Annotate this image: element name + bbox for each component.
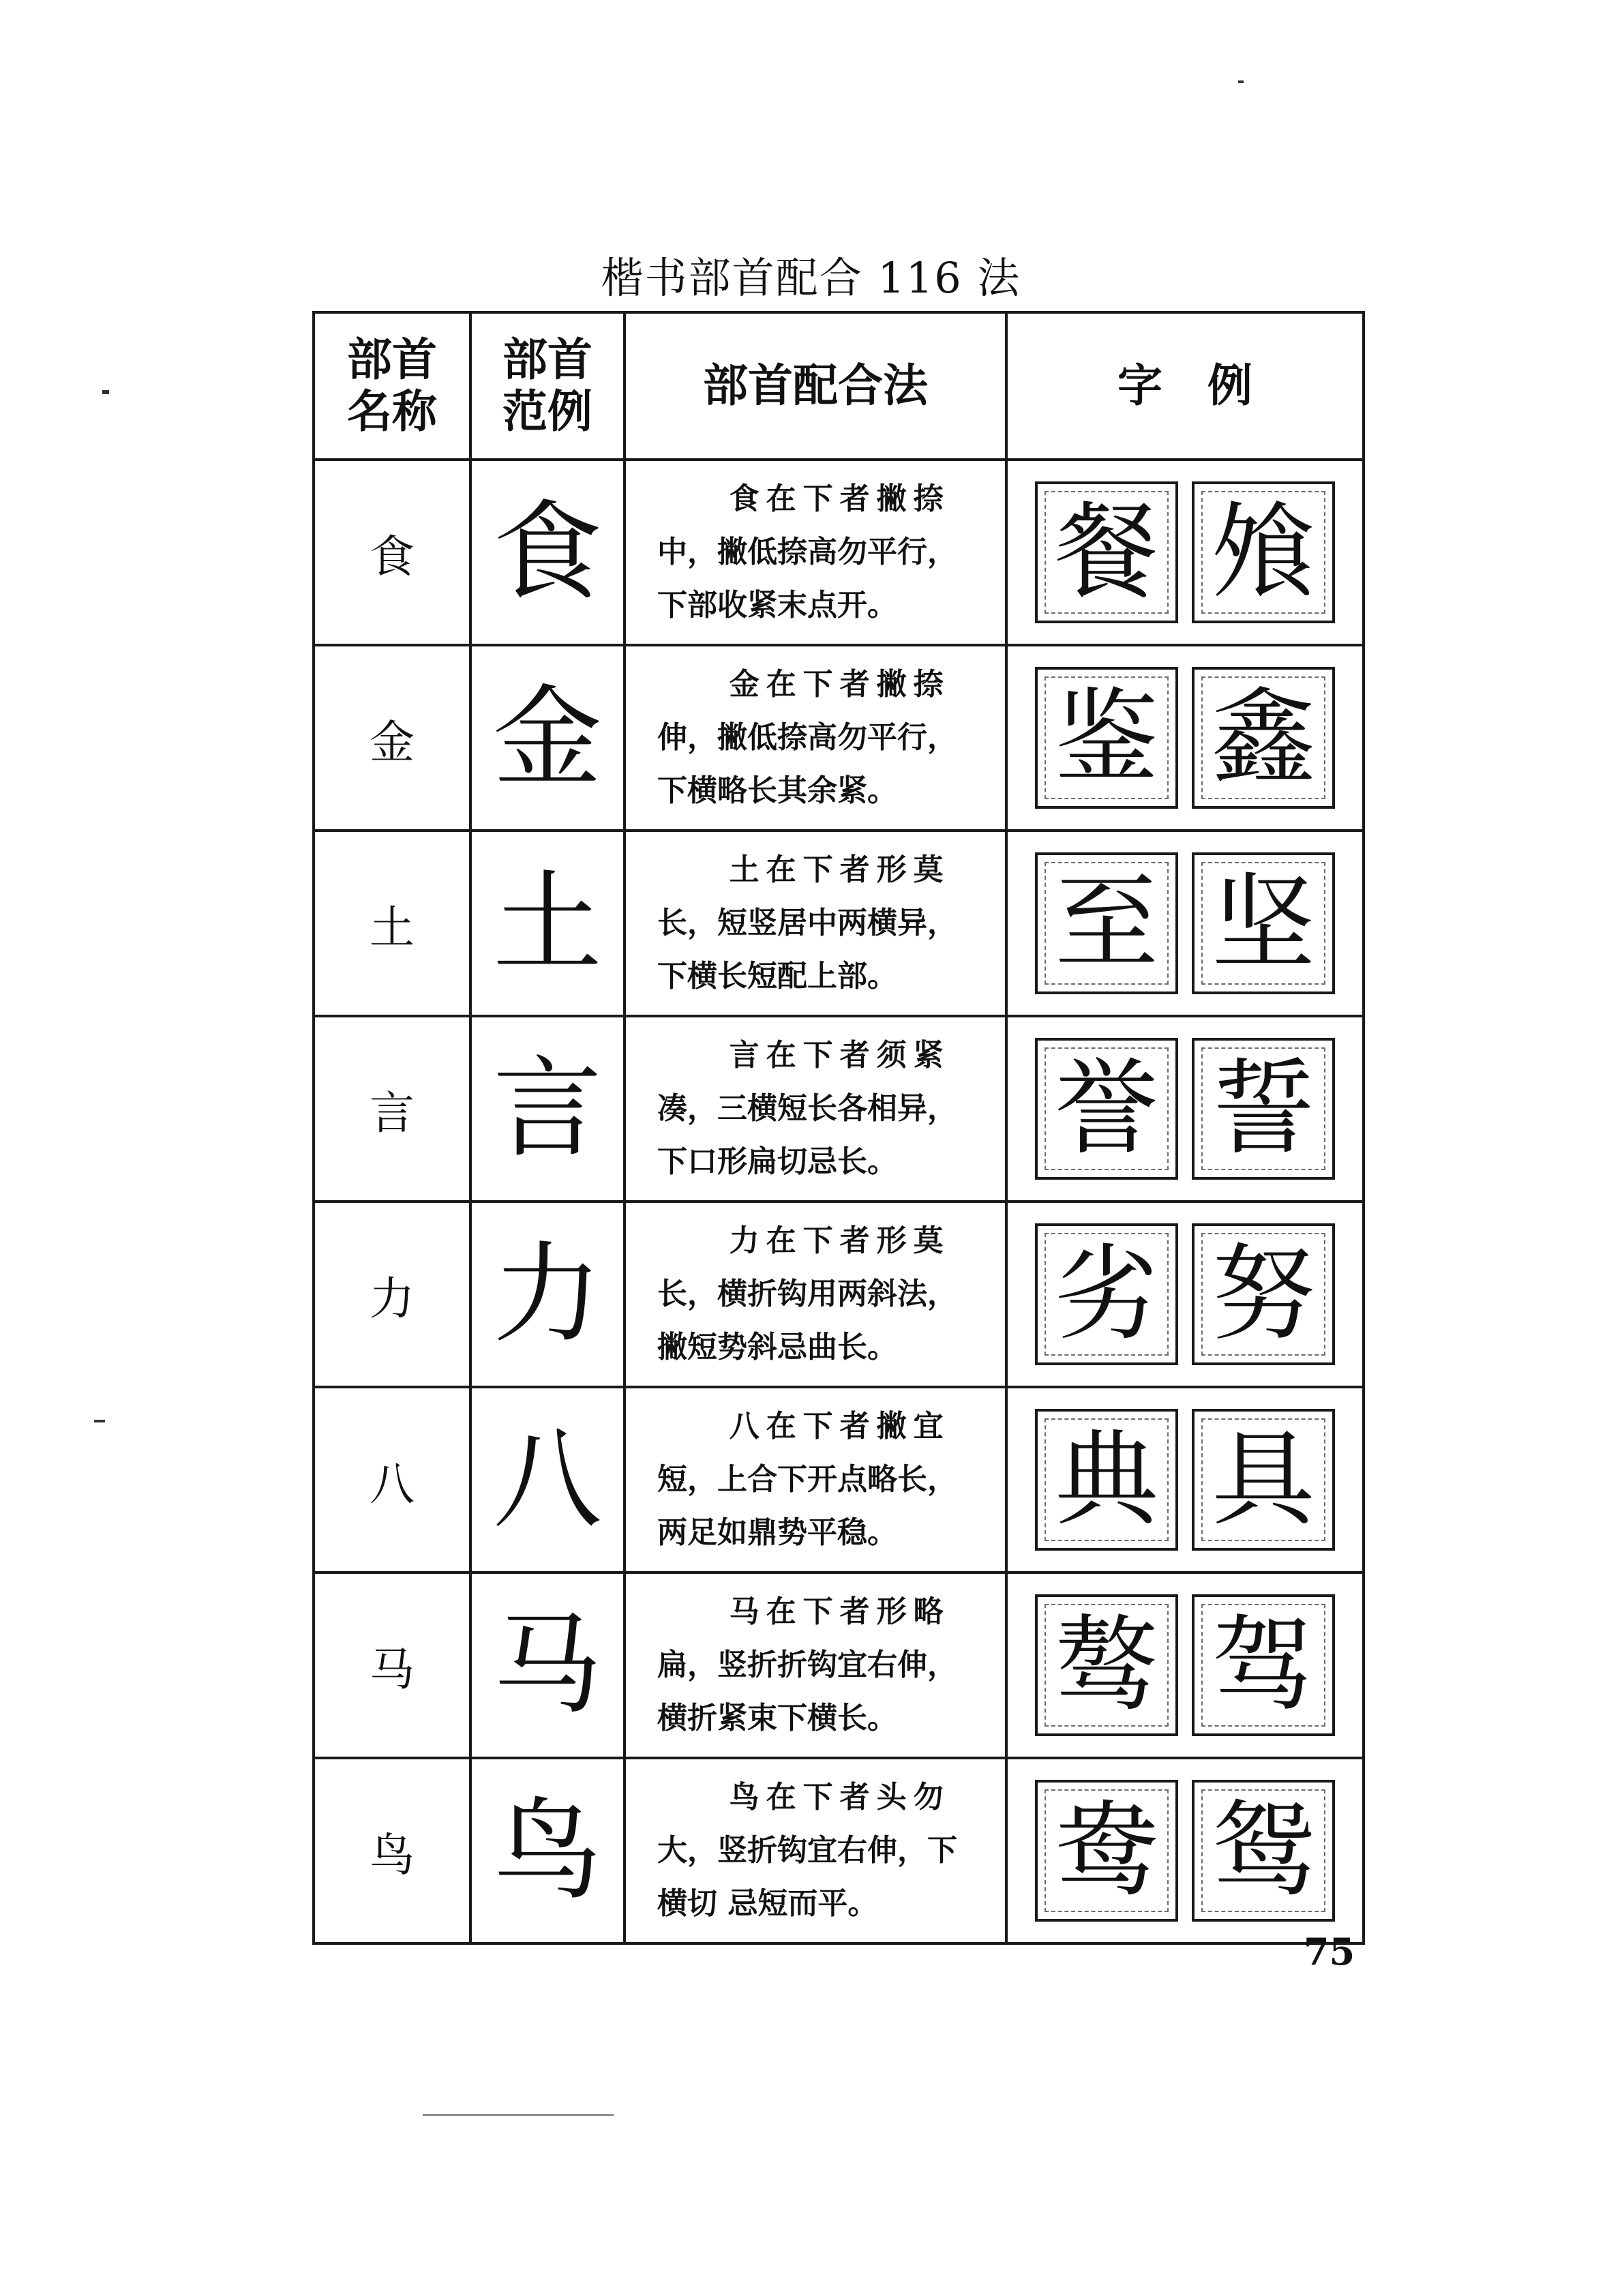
method-line: 两足如鼎势平稳。 xyxy=(657,1515,897,1550)
example-characters xyxy=(1006,460,1364,645)
radical-exemplar: 金 xyxy=(470,645,625,831)
page-title: 楷书部首配合 116 法 xyxy=(601,253,1021,303)
radical-name: 言 xyxy=(314,1016,470,1202)
method-line: 下部收紧末点开。 xyxy=(657,588,897,623)
example-box xyxy=(1192,667,1335,809)
example-box xyxy=(1192,1409,1335,1551)
method-line: 横折紧束下横长。 xyxy=(657,1701,897,1735)
header-examples: 字 例 xyxy=(1006,312,1364,460)
radical-name: 八 xyxy=(314,1387,470,1572)
method-line: 力在下者形莫 xyxy=(729,1223,950,1258)
method-line: 横切 忌短而平。 xyxy=(657,1886,878,1921)
example-box xyxy=(1192,1594,1335,1736)
example-character: 鉴 xyxy=(1055,677,1158,798)
example-characters xyxy=(1006,1758,1364,1943)
example-box xyxy=(1192,1038,1335,1180)
header-method: 部首配合法 xyxy=(625,312,1006,460)
example-characters xyxy=(1006,1202,1364,1387)
method-line: 食在下者撇捺 xyxy=(729,481,950,516)
method-line: 下口形扁切忌长。 xyxy=(657,1144,897,1179)
example-character: 誉 xyxy=(1055,1048,1158,1169)
header-radical-name xyxy=(314,312,470,460)
method-text xyxy=(625,831,1006,1016)
radical-name: 土 xyxy=(314,831,470,1016)
example-box xyxy=(1035,481,1178,623)
table-row xyxy=(314,831,1364,1016)
example-character: 坚 xyxy=(1212,863,1315,983)
radical-name: 力 xyxy=(314,1202,470,1387)
example-box xyxy=(1035,1223,1178,1365)
method-line: 鸟在下者头勿 xyxy=(729,1780,950,1815)
example-character: 鸳 xyxy=(1212,1790,1315,1911)
example-box xyxy=(1192,481,1335,623)
method-text xyxy=(625,645,1006,831)
example-box xyxy=(1035,852,1178,994)
method-line: 言在下者须紧 xyxy=(729,1038,950,1073)
radical-exemplar: 马 xyxy=(470,1572,625,1758)
method-text xyxy=(625,1387,1006,1572)
radical-exemplar: 言 xyxy=(470,1016,625,1202)
example-box xyxy=(1192,1780,1335,1922)
example-box xyxy=(1035,1594,1178,1736)
example-characters xyxy=(1006,1016,1364,1202)
radical-exemplar: 力 xyxy=(470,1202,625,1387)
table-row xyxy=(314,1572,1364,1758)
method-text xyxy=(625,1202,1006,1387)
method-line: 扁，竖折折钩宜右伸， xyxy=(657,1648,957,1682)
example-character: 驾 xyxy=(1212,1605,1315,1725)
scan-speck xyxy=(1238,80,1244,83)
example-character: 劣 xyxy=(1055,1234,1158,1354)
example-character: 鑫 xyxy=(1212,677,1315,798)
method-line: 下横略长其余紧。 xyxy=(657,773,897,808)
example-character: 誓 xyxy=(1212,1048,1315,1169)
radical-name: 马 xyxy=(314,1572,470,1758)
table-row xyxy=(314,1758,1364,1943)
radical-exemplar: 食 xyxy=(470,460,625,645)
method-line: 大，竖折钩宜右伸，下 xyxy=(657,1833,957,1868)
radical-name: 鸟 xyxy=(314,1758,470,1943)
method-line: 下横长短配上部。 xyxy=(657,959,897,994)
example-characters xyxy=(1006,645,1364,831)
method-line: 八在下者撇宜 xyxy=(729,1409,950,1444)
example-box xyxy=(1192,852,1335,994)
scan-speck xyxy=(102,390,109,394)
example-character: 至 xyxy=(1055,863,1158,983)
radical-exemplar: 八 xyxy=(470,1387,625,1572)
example-character: 努 xyxy=(1212,1234,1315,1354)
method-text xyxy=(625,1016,1006,1202)
table-row xyxy=(314,1387,1364,1572)
method-line: 凑，三横短长各相异， xyxy=(657,1091,957,1126)
example-box xyxy=(1192,1223,1335,1365)
method-line: 长，横折钩用两斜法， xyxy=(657,1277,957,1311)
method-line: 撇短势斜忌曲长。 xyxy=(657,1330,897,1365)
example-character: 飧 xyxy=(1212,492,1315,612)
header-exemplar-line-2: 范例 xyxy=(502,385,592,438)
example-box xyxy=(1035,1780,1178,1922)
table-row xyxy=(314,645,1364,831)
example-characters xyxy=(1006,1572,1364,1758)
example-character: 骜 xyxy=(1055,1605,1158,1725)
method-text xyxy=(625,1572,1006,1758)
table-row xyxy=(314,1202,1364,1387)
example-box xyxy=(1035,1038,1178,1180)
table-row xyxy=(314,460,1364,645)
header-radical-exemplar xyxy=(470,312,625,460)
example-character: 鸯 xyxy=(1055,1790,1158,1911)
method-line: 马在下者形略 xyxy=(729,1594,950,1629)
example-character: 具 xyxy=(1212,1419,1315,1540)
method-text xyxy=(625,460,1006,645)
method-line: 金在下者撇捺 xyxy=(729,667,950,702)
method-line: 土在下者形莫 xyxy=(729,852,950,887)
example-characters xyxy=(1006,1387,1364,1572)
example-box xyxy=(1035,1409,1178,1551)
header-row xyxy=(314,312,1364,460)
method-text xyxy=(625,1758,1006,1943)
header-name-line-2: 名称 xyxy=(347,385,437,438)
method-line: 长，短竖居中两横异， xyxy=(657,906,957,940)
example-character: 餐 xyxy=(1055,492,1158,612)
page-number: 75 xyxy=(1304,1930,1355,1973)
method-line: 短，上合下开点略长， xyxy=(657,1462,957,1497)
radical-table xyxy=(312,311,1365,1945)
example-characters xyxy=(1006,831,1364,1016)
example-character: 典 xyxy=(1055,1419,1158,1540)
method-line: 中，撇低捺高勿平行， xyxy=(657,535,957,569)
table-body xyxy=(314,460,1364,1943)
header-name-line-1: 部首 xyxy=(347,333,437,386)
method-line: 伸，撇低捺高勿平行， xyxy=(657,720,957,755)
radical-name: 金 xyxy=(314,645,470,831)
scan-speck xyxy=(423,2114,614,2116)
scan-speck xyxy=(94,1420,105,1422)
example-box xyxy=(1035,667,1178,809)
radical-exemplar: 鸟 xyxy=(470,1758,625,1943)
header-exemplar-line-1: 部首 xyxy=(502,333,592,386)
radical-name: 食 xyxy=(314,460,470,645)
table-row xyxy=(314,1016,1364,1202)
radical-exemplar: 土 xyxy=(470,831,625,1016)
